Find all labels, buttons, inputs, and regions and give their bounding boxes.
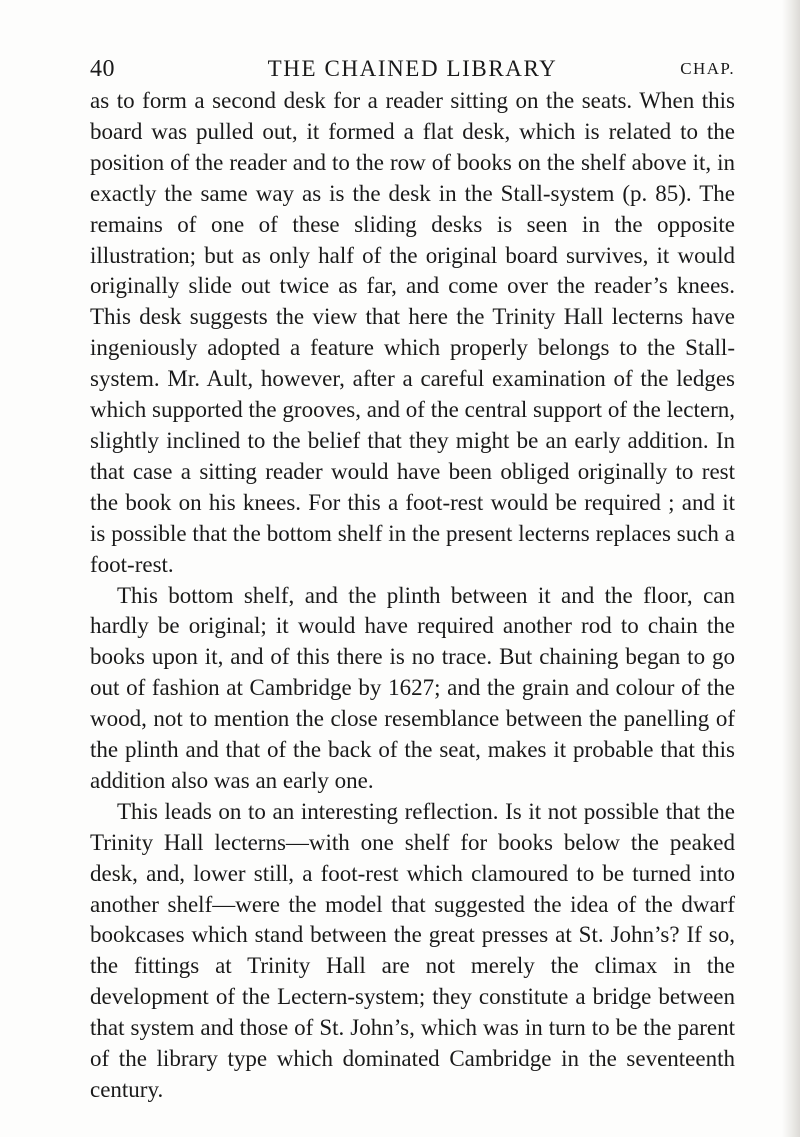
running-title: THE CHAINED LIBRARY [267,56,558,81]
chapter-label: CHAP. [680,59,735,78]
running-head [90,52,735,86]
paragraph-reflection: This leads on to an interesting reflection. Is it not possible that the Trinity Hall lecterns—with one shelf for books below the peaked desk, and, lower still, a foot-rest which clamoured to be turned into another shelf—were the model that suggested the idea of the dwarf bookcases which stand between the great presses at St. John’s? If so, the fittings at Trinity Hall are not merely the climax in the development of the Lectern-system; they constitute a bridge between that system and those of St. John’s, which was in turn to be the parent of the library type which dominated Cambridge in the seventeenth century. [90,798,735,1102]
page-number: 40 [90,56,115,82]
page-edge-shadow [782,0,800,1137]
paragraph-bottom-shelf: This bottom shelf, and the plinth between it and the floor, can hardly be original; it would have required another rod to chain the books upon it, and of this there is no trace. But chaining began to go out of fashion at Cambridge by 1627; and the grain and colour of the wood, not to mention the close resemblance between the panelling of the plinth and that of the back of the seat, makes it probable that this addition also was an early one. [90,582,735,793]
body-text [90,86,735,1106]
paragraph-continued: as to form a second desk for a reader sitting on the seats. When this board was pulled out, it formed a flat desk, which is related to the position of the reader and to the row of books on the shelf above it, in exactly the same way as is the desk in the Stall-system (p. 85). The remains of one of these sliding desks is seen in the opposite illustration; but as only half of the original board survives, it would originally slide out twice as far, and come over the reader’s knees. This desk suggests the view that here the Trinity Hall lecterns have ingeniously adopted a feature which properly belongs to the Stall-system. Mr. Ault, however, after a careful examination of the ledges which supported the grooves, and of the central support of the lectern, slightly inclined to the belief that they might be an early addition. In that case a sitting reader would have been obliged originally to rest the book on his knees. For this a foot-rest would be required ; and it is possible that the bottom shelf in the present lecterns replaces such a foot-rest. [90,88,735,577]
